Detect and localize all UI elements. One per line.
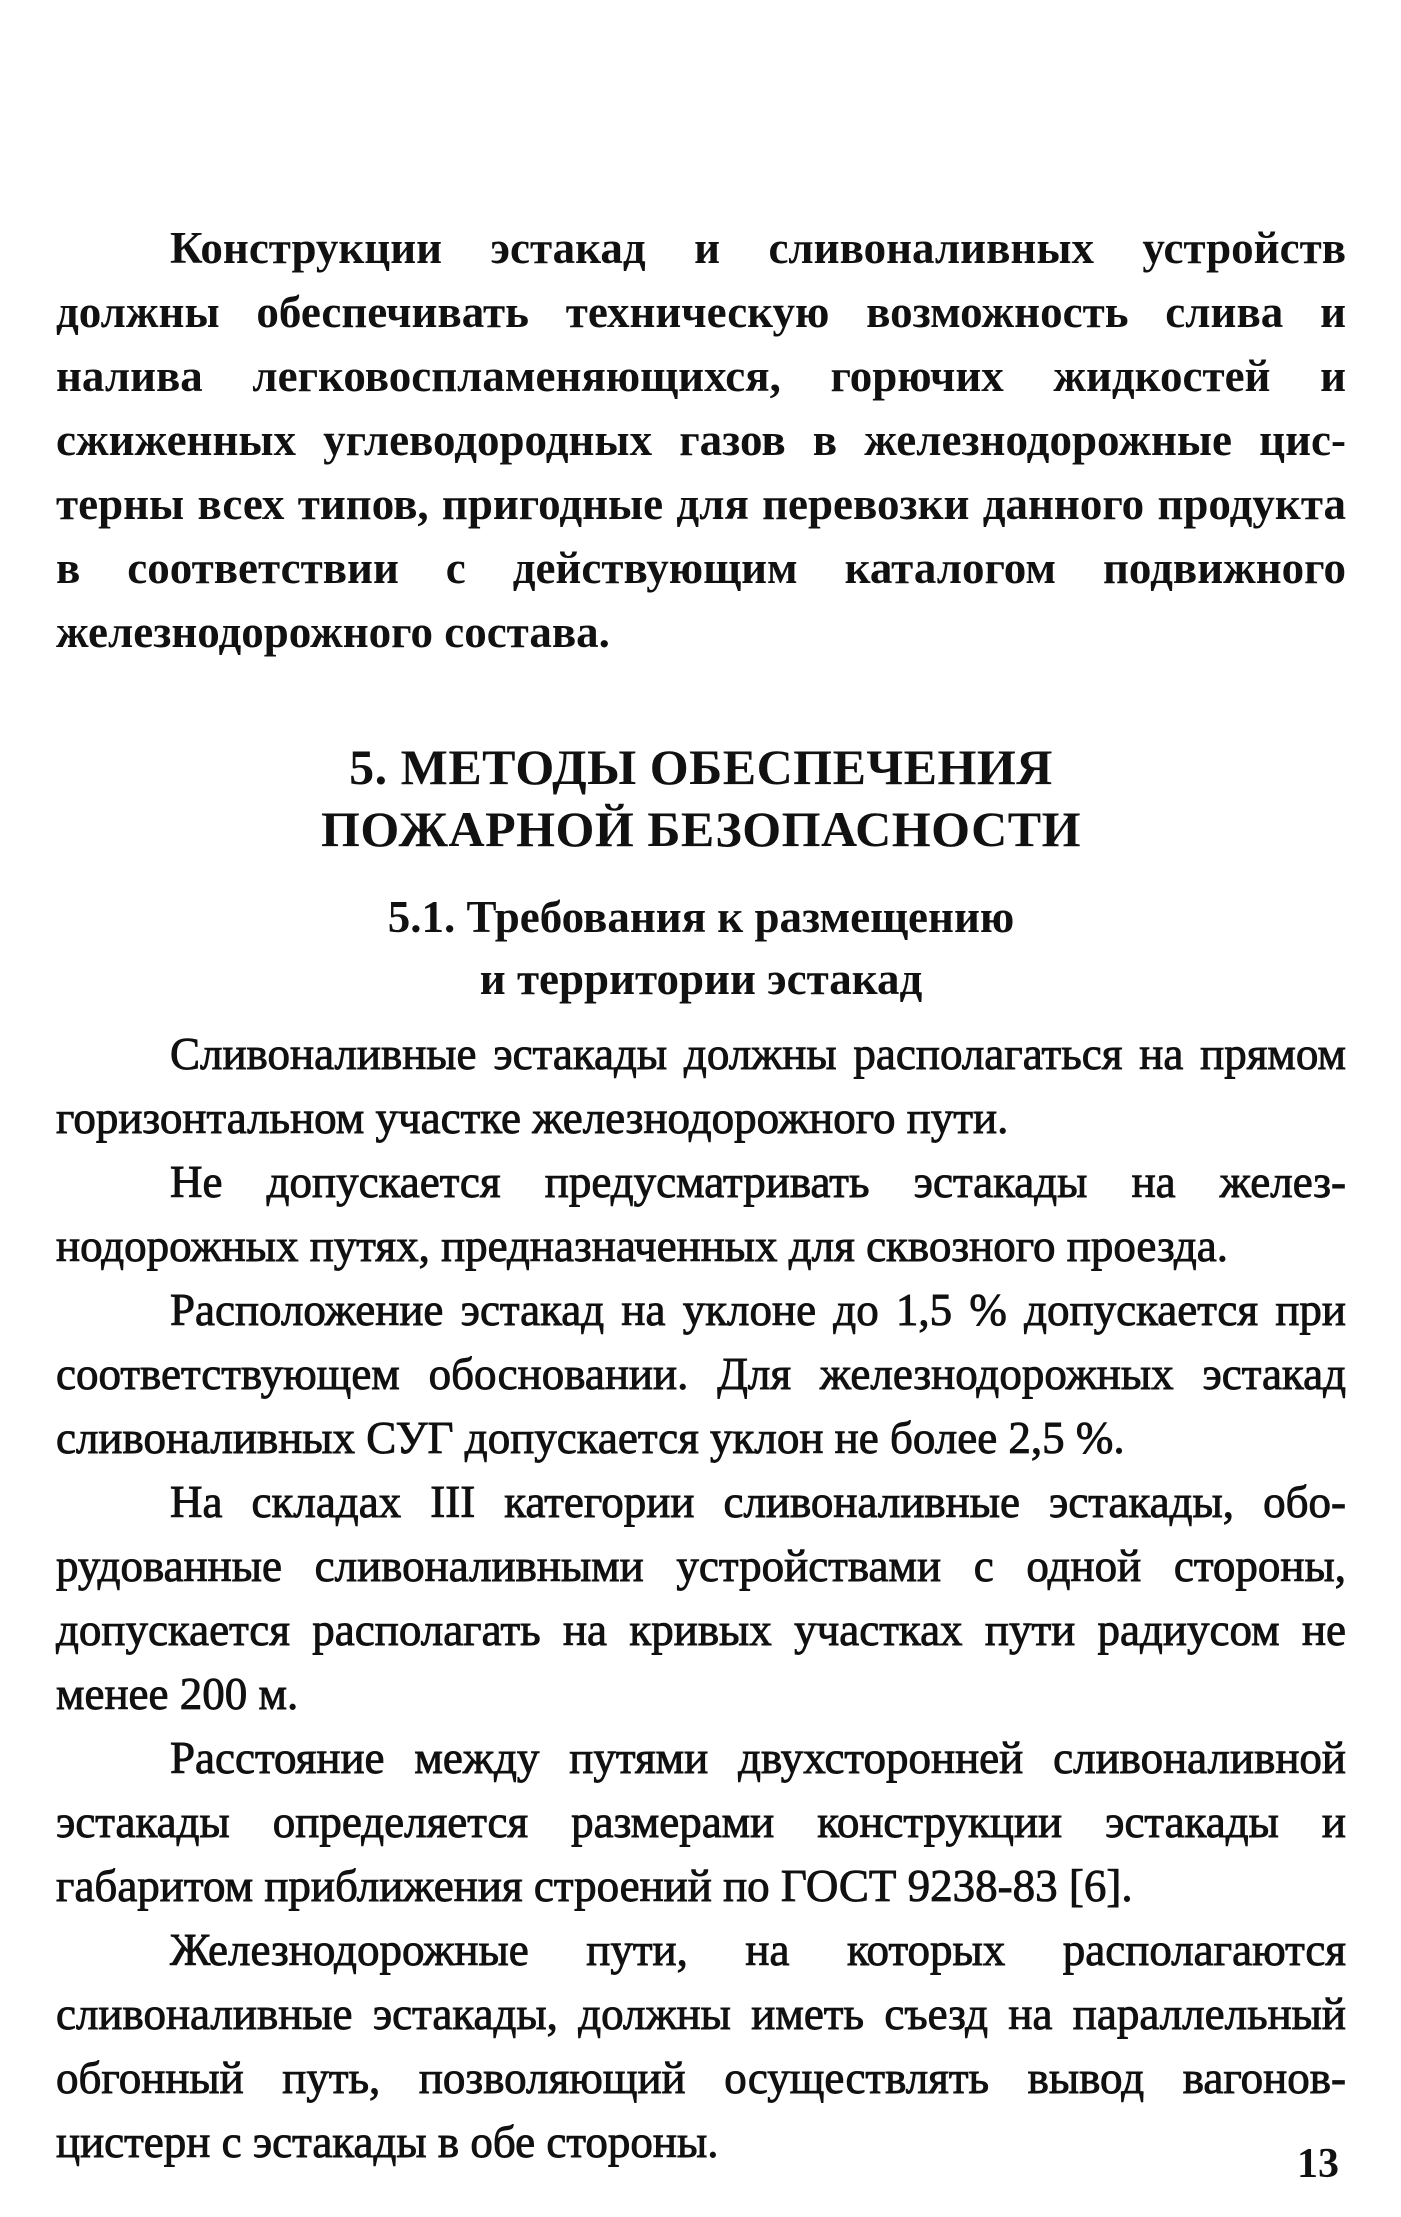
- section-title-line-1: 5. МЕТОДЫ ОБЕСПЕЧЕНИЯ: [349, 739, 1053, 795]
- page-body: [56, 216, 1346, 2174]
- paragraph-curved-tracks: На складах III категории сливоналивные эстакады, оборудованные сливоналивными устройствами с одной стороны, допускается располагать на кривых участках пути радиусом не менее 200 м.: [56, 1477, 1346, 1719]
- paragraph-track-distance: Расстояние между путями двухсторонней сливоналивной эстакады определяется размерами конструкции эстакады и габаритом приближения строений по ГОСТ 9238-83 [6].: [56, 1733, 1346, 1911]
- subsection-title-line-2: и территории эстакад: [479, 954, 923, 1004]
- paragraph-slope: Расположение эстакад на уклоне до 1,5 % допускается при соответствующем обосновании. Для железнодорожных эстакад сливоналивных СУГ допускается уклон не более 2,5 %.: [56, 1285, 1346, 1463]
- subsection-title-line-1: 5.1. Требования к размещению: [387, 892, 1015, 942]
- intro-paragraph: Конструкции эстакад и сливоналивных устройств должны обеспечивать техническую возможность слива и налива легковоспламеняющихся, горючих жидкостей и сжиженных углеводородных газов в железнодорожные цистерны всех типов, пригодные для перевозки данного продукта в соответствии с действующим каталогом подвижного железнодорожного состава.: [56, 223, 1346, 657]
- paragraph-through-tracks: Не допускается предусматривать эстакады на железнодорожных путях, предназначенных для сквозного проезда.: [56, 1157, 1346, 1271]
- page-number: 13: [1297, 2141, 1339, 2187]
- paragraph-placement: Сливоналивные эстакады должны располагаться на прямом горизонтальном участке железнодорожного пути.: [56, 1029, 1346, 1143]
- section-title-line-2: ПОЖАРНОЙ БЕЗОПАСНОСТИ: [321, 801, 1081, 857]
- paragraph-bypass-track: Железнодорожные пути, на которых располагаются сливоналивные эстакады, должны иметь съезд на параллельный обгонный путь, позволяющий осуществлять вывод вагонов-цистерн с эстакады в обе стороны.: [56, 1925, 1346, 2167]
